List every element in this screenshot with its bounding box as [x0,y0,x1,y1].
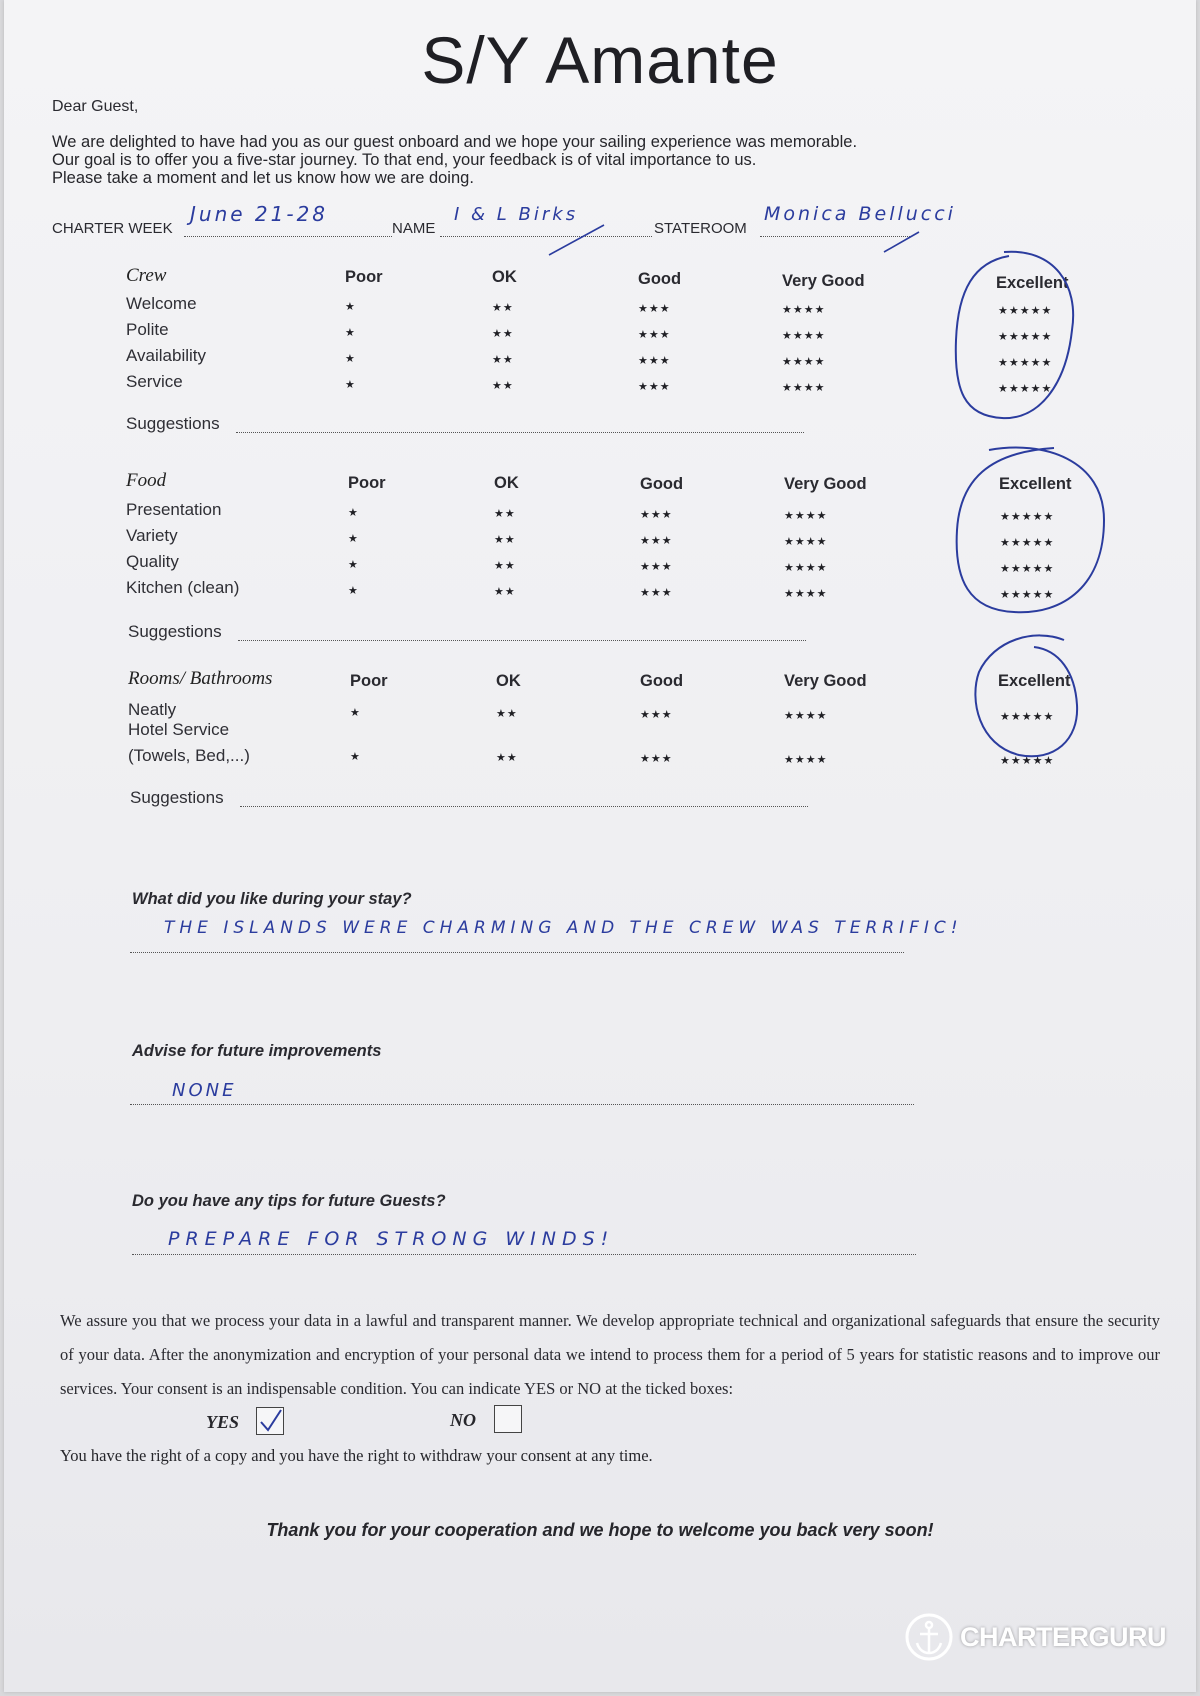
rating-stars-ok[interactable]: ★★ [494,534,516,546]
row-label: Service [126,372,183,391]
thank-you-note: Thank you for your cooperation and we hope to welcome you back very soon! [266,1520,934,1540]
answer-line [132,1254,916,1255]
answer-line [130,1104,914,1105]
rating-stars-excellent[interactable]: ★★★★★ [998,383,1053,395]
suggestions-label: Suggestions [130,788,224,807]
rating-stars-good[interactable]: ★★★ [640,587,673,599]
answer-tips[interactable]: PREPARE FOR STRONG WINDS! [168,1228,615,1250]
feedback-form [4,0,1196,1692]
rating-stars-poor[interactable]: ★ [345,379,356,391]
suggestions-label: Suggestions [126,414,220,433]
section-title-food: Food [126,470,167,491]
greeting: Dear Guest, [52,98,139,115]
rating-stars-poor[interactable]: ★ [348,507,359,519]
header-poor: Poor [350,672,388,690]
section-title-rooms: Rooms/ Bathrooms [128,668,273,689]
answer-liked[interactable]: THE ISLANDS WERE CHARMING AND THE CREW WAS TERRIFIC! [164,918,963,938]
rating-stars-very-good[interactable]: ★★★★ [782,304,826,316]
rating-stars-very-good[interactable]: ★★★★ [784,754,828,766]
rating-stars-excellent[interactable]: ★★★★★ [1000,537,1055,549]
question-improvements: Advise for future improvements [132,1042,382,1060]
rating-stars-ok[interactable]: ★★ [492,354,514,366]
rating-stars-good[interactable]: ★★★ [640,709,673,721]
suggestions-label: Suggestions [128,622,222,641]
rating-stars-good[interactable]: ★★★ [638,303,671,315]
rating-stars-good[interactable]: ★★★ [640,561,673,573]
header-excellent: Excellent [999,475,1072,493]
section-title-crew: Crew [126,265,167,286]
anchor-icon [904,1612,954,1662]
rating-stars-ok[interactable]: ★★ [492,302,514,314]
question-liked: What did you like during your stay? [132,890,412,908]
rating-stars-poor[interactable]: ★ [345,327,356,339]
charterguru-logo [904,1612,1166,1662]
rating-stars-good[interactable]: ★★★ [640,509,673,521]
row-label: Quality [126,552,179,571]
rating-stars-ok[interactable]: ★★ [496,708,518,720]
ink-stroke [884,232,919,252]
rating-stars-poor[interactable]: ★ [348,533,359,545]
row-label: Hotel Service [128,720,230,739]
header-excellent: Excellent [996,274,1069,292]
header-poor: Poor [345,268,383,286]
rating-stars-poor[interactable]: ★ [348,559,359,571]
question-tips: Do you have any tips for future Guests? [132,1192,446,1210]
rating-stars-ok[interactable]: ★★ [496,752,518,764]
intro-line-2: Our goal is to offer you a five-star journey. To that end, your feedback is of vital importance to us. [52,151,757,169]
header-good: Good [640,475,684,493]
rating-stars-poor[interactable]: ★ [350,707,361,719]
check-icon [257,1408,283,1434]
rating-stars-excellent[interactable]: ★★★★★ [1000,755,1055,767]
name-value[interactable]: I & L Birks [454,204,579,225]
rating-stars-very-good[interactable]: ★★★★ [784,588,828,600]
answer-line [130,952,904,953]
logo-text: CHARTERGURU [960,1621,1166,1652]
rating-stars-ok[interactable]: ★★ [494,508,516,520]
rating-stars-excellent[interactable]: ★★★★★ [1000,511,1055,523]
rating-stars-excellent[interactable]: ★★★★★ [1000,589,1055,601]
stateroom-value[interactable]: Monica Bellucci [764,203,956,225]
rating-stars-very-good[interactable]: ★★★★ [782,330,826,342]
header-ok: OK [496,672,521,690]
row-label: Presentation [126,500,222,519]
rating-stars-very-good[interactable]: ★★★★ [784,562,828,574]
header-ok: OK [494,474,519,492]
header-poor: Poor [348,474,386,492]
intro-line-1: We are delighted to have had you as our guest onboard and we hope your sailing experience was memorable. [52,133,858,151]
row-label: Variety [126,526,178,545]
name-label: NAME [392,220,436,237]
header-very-good: Very Good [782,272,865,290]
rating-stars-good[interactable]: ★★★ [638,329,671,341]
header-good: Good [638,270,682,288]
header-excellent: Excellent [998,672,1071,690]
header-ok: OK [492,268,517,286]
rating-stars-very-good[interactable]: ★★★★ [782,356,826,368]
ink-circle-crew [956,252,1073,418]
consent-no-label: NO [450,1410,476,1430]
row-label: Neatly [128,700,177,719]
row-label: Welcome [126,294,197,313]
stateroom-label: STATEROOM [654,220,747,237]
rating-stars-ok[interactable]: ★★ [494,586,516,598]
rating-stars-excellent[interactable]: ★★★★★ [1000,563,1055,575]
ink-circle-food [957,448,1104,613]
rating-stars-very-good[interactable]: ★★★★ [782,382,826,394]
rating-stars-excellent[interactable]: ★★★★★ [1000,711,1055,723]
rating-stars-good[interactable]: ★★★ [640,535,673,547]
rating-stars-good[interactable]: ★★★ [640,753,673,765]
rating-stars-very-good[interactable]: ★★★★ [784,510,828,522]
rating-stars-poor[interactable]: ★ [345,301,356,313]
row-label: Availability [126,346,207,365]
page-title: S/Y Amante [421,23,779,97]
rating-stars-ok[interactable]: ★★ [494,560,516,572]
rating-stars-very-good[interactable]: ★★★★ [784,710,828,722]
rating-stars-excellent[interactable]: ★★★★★ [998,331,1053,343]
consent-yes-label: YES [206,1412,240,1432]
consent-no-checkbox[interactable] [494,1405,522,1433]
ink-stroke [549,225,604,255]
row-label: Polite [126,320,169,339]
header-good: Good [640,672,684,690]
header-very-good: Very Good [784,672,867,690]
charter-week-value[interactable]: June 21-28 [190,202,329,226]
rating-stars-good[interactable]: ★★★ [638,355,671,367]
rating-stars-good[interactable]: ★★★ [638,381,671,393]
privacy-notice: We assure you that we process your data in a lawful and transparent manner. We develop appropriate technical and organizational safeguards that ensure the security of your data. After the anonymization and encryption of your personal data we intend to process them for a period of 5 years for statistic reasons and to improve our services. Your consent is an indispensable condition. You can indicate YES or NO at the ticked boxes: [60,1311,1160,1398]
rating-stars-poor[interactable]: ★ [345,353,356,365]
consent-yes-checkbox[interactable] [256,1407,284,1435]
ink-circles [4,0,1196,1692]
rating-stars-excellent[interactable]: ★★★★★ [998,357,1053,369]
intro-line-3: Please take a moment and let us know how we are doing. [52,169,474,187]
header-very-good: Very Good [784,475,867,493]
answer-improvements[interactable]: NONE [172,1080,237,1101]
rating-stars-very-good[interactable]: ★★★★ [784,536,828,548]
rating-stars-poor[interactable]: ★ [350,751,361,763]
rating-stars-ok[interactable]: ★★ [492,328,514,340]
row-label: (Towels, Bed,...) [128,746,250,765]
charter-week-label: CHARTER WEEK [52,220,173,237]
rating-stars-ok[interactable]: ★★ [492,380,514,392]
rating-stars-poor[interactable]: ★ [348,585,359,597]
row-label: Kitchen (clean) [126,578,240,597]
rating-stars-excellent[interactable]: ★★★★★ [998,305,1053,317]
ink-circle-rooms [975,635,1077,756]
copy-rights-text: You have the right of a copy and you have the right to withdraw your consent at any time. [60,1446,653,1465]
